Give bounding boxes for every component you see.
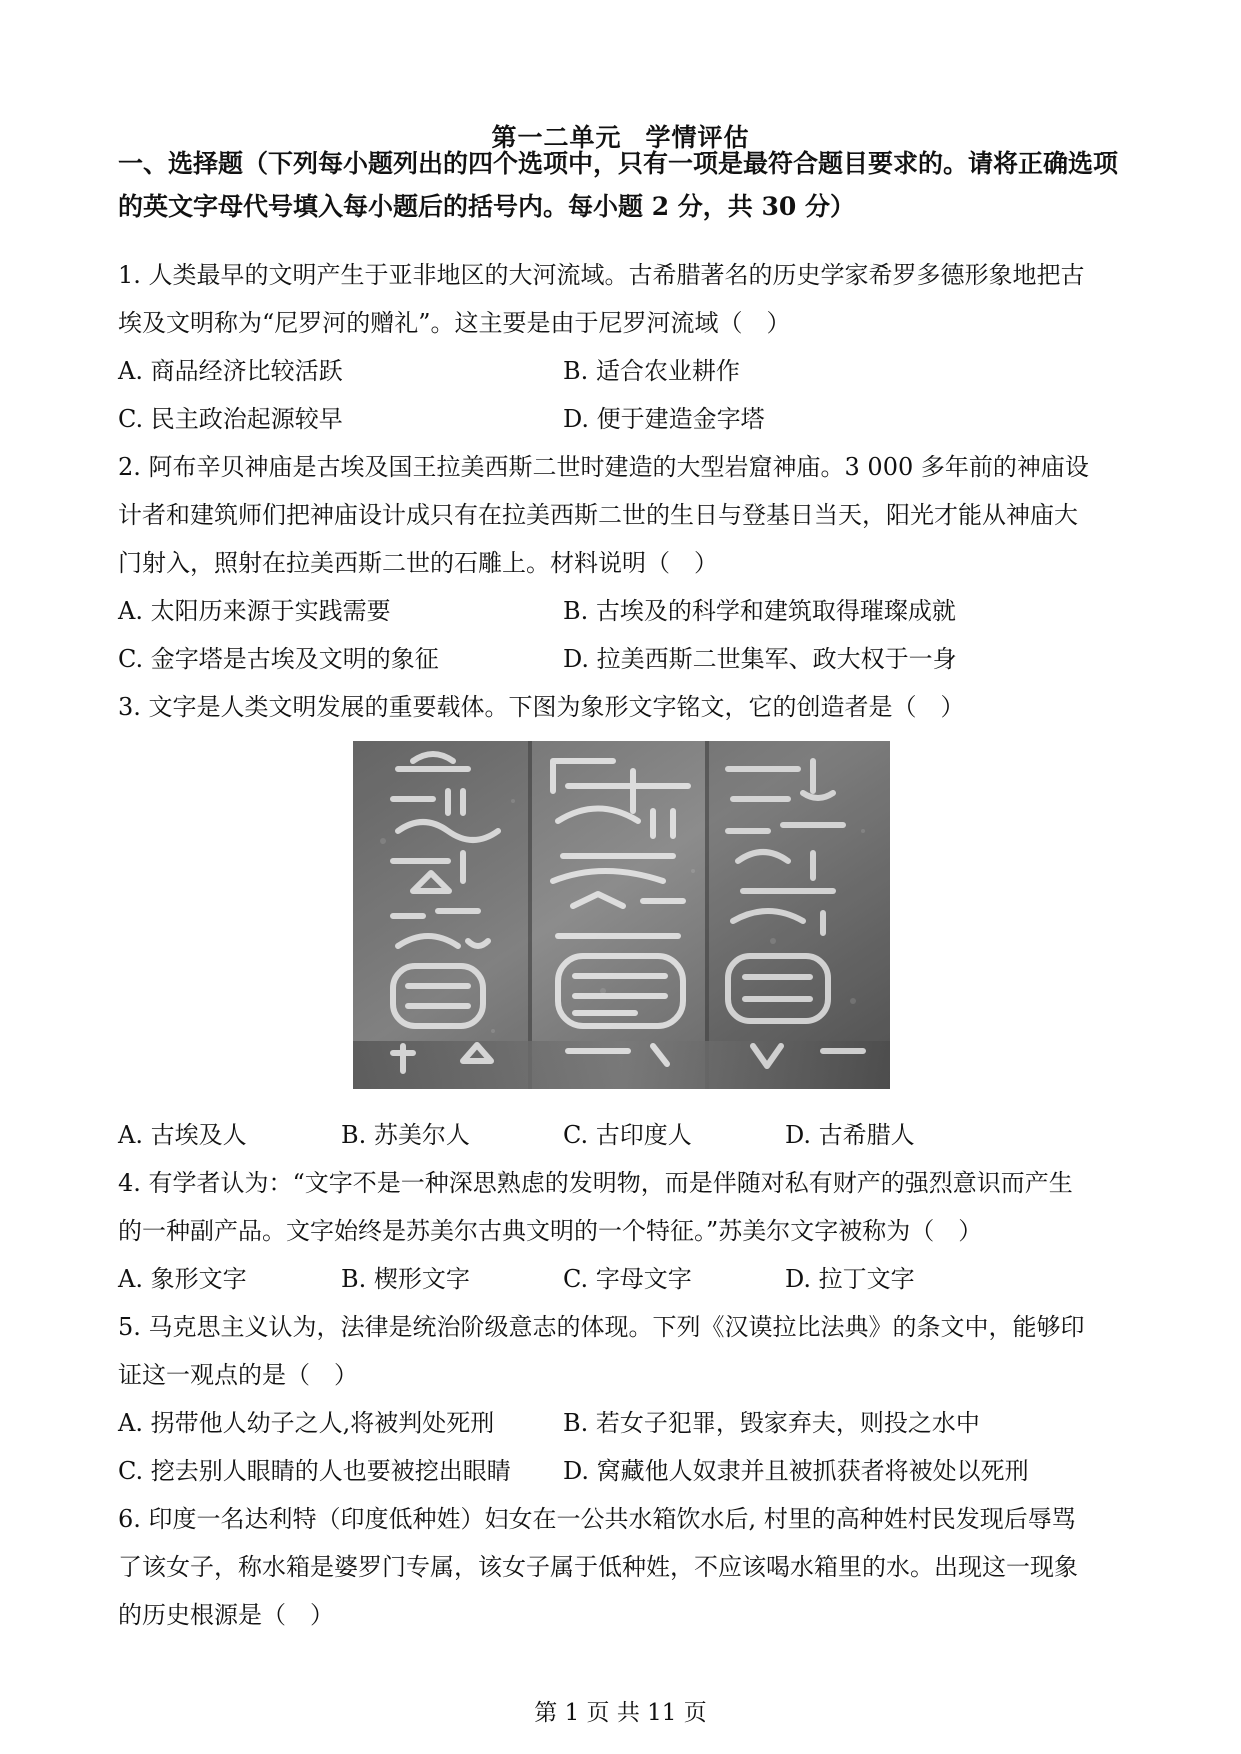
q1-option-c[interactable]: C. 民主政治起源较早 xyxy=(118,405,343,433)
section-heading-line1: 一、选择题（下列每小题列出的四个选项中，只有一项是最符合题目要求的。请将正确选项 xyxy=(118,149,1119,178)
q1-stem-line1: 1. 人类最早的文明产生于亚非地区的大河流域。古希腊著名的历史学家希罗多德形象地把古 xyxy=(118,261,1085,289)
q4-option-c[interactable]: C. 字母文字 xyxy=(563,1265,692,1293)
q2-option-d[interactable]: D. 拉美西斯二世集军、政大权于一身 xyxy=(563,645,957,673)
q5-option-d[interactable]: D. 窝藏他人奴隶并且被抓获者将被处以死刑 xyxy=(563,1457,1029,1485)
q1-stem-line2: 埃及文明称为“尼罗河的赠礼”。这主要是由于尼罗河流域（ ） xyxy=(118,309,791,337)
q3-option-b[interactable]: B. 苏美尔人 xyxy=(341,1121,470,1149)
title-unit: 第一二单元 xyxy=(491,123,622,152)
q6-stem-line3: 的历史根源是（ ） xyxy=(118,1601,334,1629)
q4-stem-line2: 的一种副产品。文字始终是苏美尔古典文明的一个特征。”苏美尔文字被称为（ ） xyxy=(118,1217,983,1245)
q3-stem-line1: 3. 文字是人类文明发展的重要载体。下图为象形文字铭文，它的创造者是（ ） xyxy=(118,693,965,721)
q3-option-a[interactable]: A. 古埃及人 xyxy=(118,1121,247,1149)
q5-option-b[interactable]: B. 若女子犯罪，毁家弃夫，则投之水中 xyxy=(563,1409,980,1437)
q2-stem-line2: 计者和建筑师们把神庙设计成只有在拉美西斯二世的生日与登基日当天，阳光才能从神庙大 xyxy=(118,501,1078,529)
q4-option-d[interactable]: D. 拉丁文字 xyxy=(785,1265,915,1293)
q3-option-c[interactable]: C. 古印度人 xyxy=(563,1121,692,1149)
q2-option-c[interactable]: C. 金字塔是古埃及文明的象征 xyxy=(118,645,439,673)
q5-option-a[interactable]: A. 拐带他人幼子之人,将被判处死刑 xyxy=(118,1409,495,1437)
hieroglyph-inscription-image xyxy=(353,741,890,1089)
q1-option-d[interactable]: D. 便于建造金字塔 xyxy=(563,405,765,433)
q5-stem-line2: 证这一观点的是（ ） xyxy=(118,1361,358,1389)
q3-option-d[interactable]: D. 古希腊人 xyxy=(785,1121,915,1149)
q2-option-b[interactable]: B. 古埃及的科学和建筑取得璀璨成就 xyxy=(563,597,956,625)
page-footer: 第 1 页 共 11 页 xyxy=(534,1700,707,1726)
q6-stem-line1: 6. 印度一名达利特（印度低种姓）妇女在一公共水箱饮水后, 村里的高种姓村民发现后辱骂 xyxy=(118,1505,1076,1533)
q2-stem-line1: 2. 阿布辛贝神庙是古埃及国王拉美西斯二世时建造的大型岩窟神庙。3 000 多年前的神庙设 xyxy=(118,453,1089,481)
q5-stem-line1: 5. 马克思主义认为，法律是统治阶级意志的体现。下列《汉谟拉比法典》的条文中，能够印 xyxy=(118,1313,1085,1341)
section-heading-line2: 的英文字母代号填入每小题后的括号内。每小题 2 分，共 30 分） xyxy=(118,192,856,221)
q4-stem-line1: 4. 有学者认为：“文字不是一种深思熟虑的发明物，而是伴随对私有财产的强烈意识而产生 xyxy=(118,1169,1073,1197)
q6-stem-line2: 了该女子，称水箱是婆罗门专属，该女子属于低种姓，不应该喝水箱里的水。出现这一现象 xyxy=(118,1553,1078,1581)
q1-option-b[interactable]: B. 适合农业耕作 xyxy=(563,357,740,385)
q4-option-b[interactable]: B. 楔形文字 xyxy=(341,1265,470,1293)
title-subject: 学情评估 xyxy=(645,123,750,152)
q4-option-a[interactable]: A. 象形文字 xyxy=(118,1265,247,1293)
q1-option-a[interactable]: A. 商品经济比较活跃 xyxy=(118,357,343,385)
q2-option-a[interactable]: A. 太阳历来源于实践需要 xyxy=(118,597,391,625)
q2-stem-line3: 门射入，照射在拉美西斯二世的石雕上。材料说明（ ） xyxy=(118,549,718,577)
q5-option-c[interactable]: C. 挖去别人眼睛的人也要被挖出眼睛 xyxy=(118,1457,511,1485)
